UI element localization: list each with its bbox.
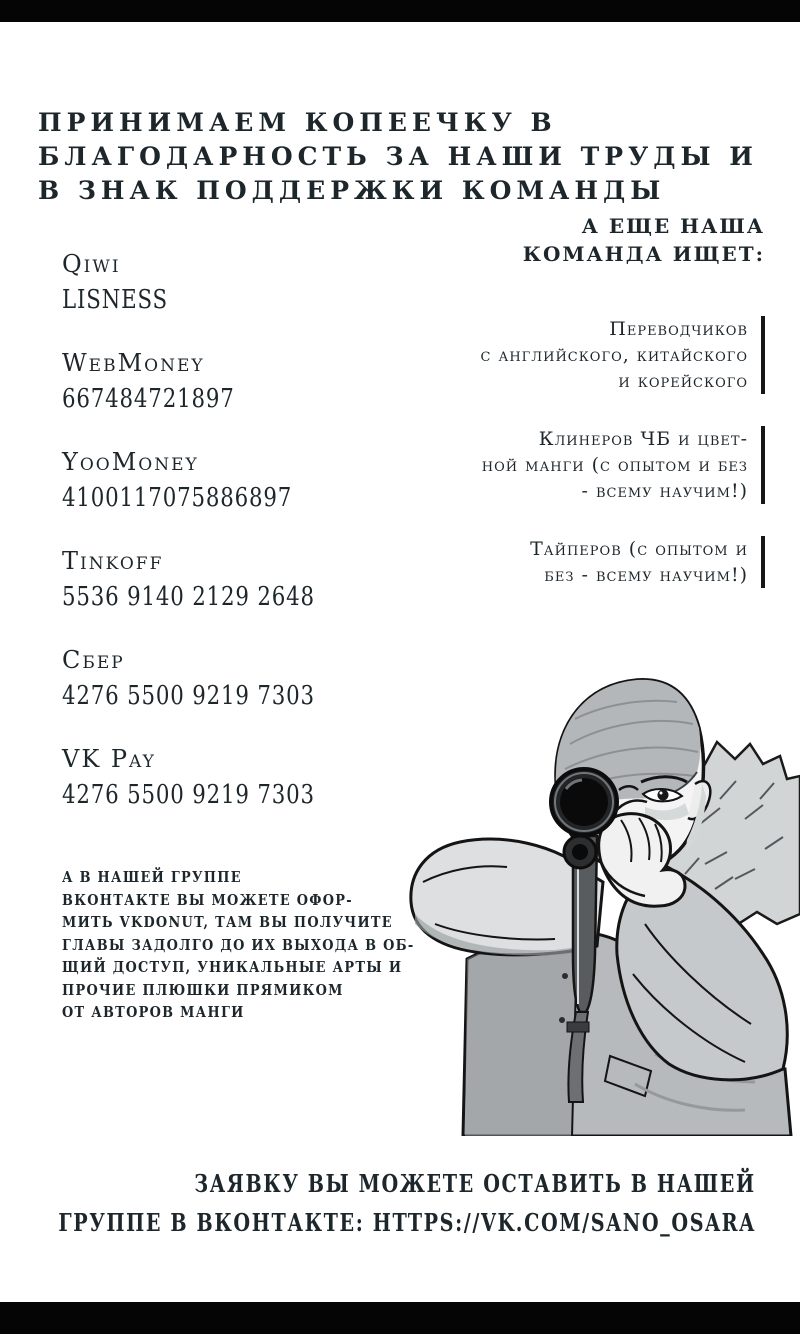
bottom-black-border	[0, 1302, 800, 1334]
payment-label: VK Pay	[62, 745, 156, 773]
payment-methods-list	[62, 246, 370, 840]
recruit-item-line: ной манги (с опытом и без	[481, 454, 748, 476]
payment-label: Tinkoff	[62, 547, 164, 575]
recruit-item-line: Переводчиков	[609, 318, 748, 340]
payment-account: 4276 5500 9219 7303	[62, 681, 315, 711]
recruit-item-translators	[481, 316, 766, 394]
recruit-item-line: Клинеров ЧБ и цвет-	[538, 428, 748, 450]
recruit-item-line: с английского, китайского	[480, 344, 748, 366]
recruit-item-line: - всему научим!)	[581, 480, 748, 502]
payment-method-tinkoff	[62, 543, 370, 615]
recruit-item-line: и корейского	[618, 370, 748, 392]
recruiting-title-line: А ЕЩЕ НАША	[581, 214, 765, 238]
payment-account: 4276 5500 9219 7303	[62, 780, 315, 810]
payment-account: LISNESS	[62, 285, 168, 315]
vkdonut-note-line: А В НАШЕЙ ГРУППЕ	[62, 868, 242, 886]
payment-account: 4100117075886897	[62, 483, 293, 513]
payment-method-vkpay	[62, 741, 370, 813]
footer-vk-link-line: ГРУППЕ В ВКОНТАКТЕ: HTTPS://VK.COM/SANO_OSARA	[58, 1208, 756, 1237]
payment-label: Сбер	[62, 646, 125, 674]
recruit-item-typesetters	[481, 536, 766, 588]
vkdonut-note-line: ВКОНТАКТЕ ВЫ МОЖЕТЕ ОФОР-	[62, 890, 353, 909]
payment-method-sber	[62, 642, 370, 714]
payment-method-webmoney	[62, 345, 370, 417]
vkdonut-note-line: ЩИЙ ДОСТУП, УНИКАЛЬНЫЕ АРТЫ И	[62, 958, 403, 976]
top-black-border	[0, 0, 800, 22]
recruit-item-line: без - всему научим!)	[544, 564, 748, 586]
recruit-item-cleaners	[481, 426, 766, 504]
recruiting-title	[481, 212, 766, 268]
recruiting-title-line: КОМАНДА ИЩЕТ:	[522, 242, 765, 266]
recruit-item-line: Тайперов (с опытом и	[530, 538, 748, 560]
payment-method-qiwi	[62, 246, 370, 318]
payment-account: 667484721897	[62, 384, 235, 414]
footer-line: ЗАЯВКУ ВЫ МОЖЕТЕ ОСТАВИТЬ В НАШЕЙ	[194, 1169, 756, 1198]
header-line: В ЗНАК ПОДДЕРЖКИ КОМАНДЫ	[38, 176, 666, 205]
recruiting-section	[481, 212, 766, 620]
vkdonut-note-line: МИТЬ VKDONUT, ТАМ ВЫ ПОЛУЧИТЕ	[62, 913, 393, 931]
vkdonut-note-line: ГЛАВЫ ЗАДОЛГО ДО ИХ ВЫХОДА В ОБ-	[62, 935, 415, 954]
donation-header	[38, 106, 758, 208]
vkdonut-note-line: ОТ АВТОРОВ МАНГИ	[62, 1003, 245, 1021]
application-footer	[0, 1164, 756, 1242]
payment-label: YooMoney	[62, 448, 199, 476]
header-line: БЛАГОДАРНОСТЬ ЗА НАШИ ТРУДЫ И	[38, 142, 758, 171]
payment-account: 5536 9140 2129 2648	[62, 582, 315, 612]
payment-label: Qiwi	[62, 250, 121, 278]
vkdonut-note-line: ПРОЧИЕ ПЛЮШКИ ПРЯМИКОМ	[62, 980, 344, 999]
header-line: ПРИНИМАЕМ КОПЕЕЧКУ В	[38, 108, 557, 137]
manga-sniper-illustration	[405, 624, 800, 1136]
payment-label: WebMoney	[62, 349, 205, 377]
payment-method-yoomoney	[62, 444, 370, 516]
